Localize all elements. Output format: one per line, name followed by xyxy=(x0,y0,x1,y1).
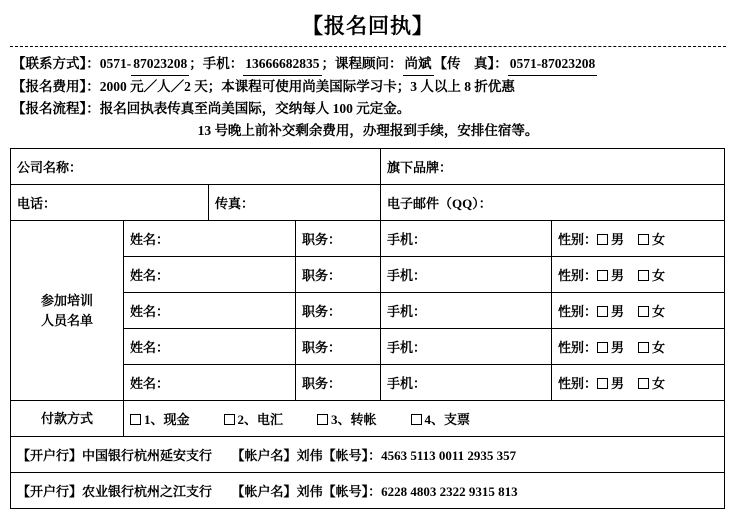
trainee-position-cell[interactable]: 职务： xyxy=(296,221,381,257)
table-row xyxy=(11,221,725,257)
table-row-bank xyxy=(11,437,725,473)
gender-female-label: 女 xyxy=(652,340,666,356)
checkbox-icon[interactable] xyxy=(130,414,141,425)
process-row xyxy=(12,98,724,120)
bank-colon: ： xyxy=(368,484,382,500)
checkbox-icon[interactable] xyxy=(638,342,649,353)
gender-male-label: 男 xyxy=(611,376,625,392)
bank-account-no-label: 【帐号】 xyxy=(322,448,369,464)
gender-male-option[interactable] xyxy=(597,337,624,356)
bank-account-name: 刘伟 xyxy=(296,448,323,464)
checkbox-icon[interactable] xyxy=(638,270,649,281)
trainee-gender-cell[interactable] xyxy=(552,293,725,329)
trainee-mobile-cell[interactable]: 手机： xyxy=(381,257,552,293)
gender-label: 性别： xyxy=(558,268,598,284)
checkbox-icon[interactable] xyxy=(597,306,608,317)
gender-male-label: 男 xyxy=(611,340,625,356)
fee-row xyxy=(12,76,724,98)
table-row-company xyxy=(11,149,725,185)
gender-female-option[interactable] xyxy=(638,337,665,356)
checkbox-icon[interactable] xyxy=(597,234,608,245)
process-colon: ： xyxy=(86,100,100,116)
trainee-mobile-cell[interactable]: 手机： xyxy=(381,365,552,401)
gender-female-option[interactable] xyxy=(638,301,665,320)
gender-female-option[interactable] xyxy=(638,229,665,248)
process-line2-wrap xyxy=(12,120,724,142)
trainee-name-cell[interactable]: 姓名： xyxy=(124,329,296,365)
payment-option-label: 1、现金 xyxy=(144,412,190,428)
trainee-position-cell[interactable]: 职务： xyxy=(296,365,381,401)
trainee-name-cell[interactable]: 姓名： xyxy=(124,293,296,329)
process-line1: 报名回执表传真至尚美国际，交纳每人 100 元定金。 xyxy=(99,100,411,116)
trainee-position-cell[interactable]: 职务： xyxy=(296,293,381,329)
bank-account-no-label: 【帐号】 xyxy=(322,484,369,500)
contact-mobile-label: ；手机： xyxy=(189,56,244,71)
bank-account-no: 4563 5113 0011 2935 357 xyxy=(381,448,517,464)
bank-cell-2 xyxy=(11,473,725,509)
trainee-position-cell[interactable]: 职务： xyxy=(296,329,381,365)
checkbox-icon[interactable] xyxy=(224,414,235,425)
gender-male-label: 男 xyxy=(611,304,625,320)
payment-option-cash[interactable] xyxy=(130,409,190,428)
checkbox-icon[interactable] xyxy=(597,342,608,353)
contact-row xyxy=(12,53,724,76)
checkbox-icon[interactable] xyxy=(638,306,649,317)
contact-label: 【联系方式】 xyxy=(12,56,87,71)
gender-female-label: 女 xyxy=(652,376,666,392)
trainee-mobile-cell[interactable]: 手机： xyxy=(381,293,552,329)
trainee-mobile-cell[interactable]: 手机： xyxy=(381,329,552,365)
bank-name: 中国银行杭州延安支行 xyxy=(82,448,213,464)
gender-female-option[interactable] xyxy=(638,373,665,392)
info-block xyxy=(10,53,726,141)
gender-male-option[interactable] xyxy=(597,373,624,392)
gender-female-label: 女 xyxy=(652,232,666,248)
trainee-mobile-cell[interactable]: 手机： xyxy=(381,221,552,257)
gender-female-label: 女 xyxy=(652,268,666,284)
contact-advisor-label: ；课程顾问： xyxy=(321,56,403,71)
trainee-label-line2: 人员名单 xyxy=(40,312,93,328)
table-row-payment xyxy=(11,401,725,437)
trainee-position-cell[interactable]: 职务： xyxy=(296,257,381,293)
tel-cell[interactable]: 电话： xyxy=(11,185,209,221)
bank-open-label: 【开户行】 xyxy=(17,484,83,500)
payment-option-label: 2、电汇 xyxy=(237,412,284,428)
checkbox-icon[interactable] xyxy=(411,414,422,425)
divider-top xyxy=(10,46,726,47)
payment-option-wire[interactable] xyxy=(224,409,284,428)
process-line2: 13 号晚上前补交剩余费用，办理报到手续，安排住宿等。 xyxy=(197,122,539,138)
table-row-bank xyxy=(11,473,725,509)
company-name-cell[interactable]: 公司名称： xyxy=(11,149,381,185)
trainee-name-cell[interactable]: 姓名： xyxy=(124,221,296,257)
contact-fax: 0571-87023208 xyxy=(508,53,598,76)
payment-option-cheque[interactable] xyxy=(411,409,471,428)
registration-table xyxy=(10,148,725,509)
payment-method-label: 付款方式 xyxy=(11,401,124,437)
bank-open-label: 【开户行】 xyxy=(17,448,83,464)
bank-account-no: 6228 4803 2322 9315 813 xyxy=(381,484,518,500)
contact-colon: ： xyxy=(86,56,100,71)
checkbox-icon[interactable] xyxy=(638,234,649,245)
gender-male-label: 男 xyxy=(611,232,625,248)
trainee-gender-cell[interactable] xyxy=(552,365,725,401)
trainee-name-cell[interactable]: 姓名： xyxy=(124,365,296,401)
brand-cell[interactable]: 旗下品牌： xyxy=(381,149,725,185)
fee-text: 2000 元／人／2 天；本课程可使用尚美国际学习卡；3 人以上 8 折优惠 xyxy=(99,78,515,94)
contact-mobile: 13666682835 xyxy=(243,53,321,76)
trainee-gender-cell[interactable] xyxy=(552,257,725,293)
email-cell[interactable]: 电子邮件（QQ）： xyxy=(381,185,725,221)
checkbox-icon[interactable] xyxy=(597,270,608,281)
fax-cell[interactable]: 传真： xyxy=(209,185,381,221)
payment-option-label: 3、转帐 xyxy=(331,412,377,428)
checkbox-icon[interactable] xyxy=(317,414,328,425)
checkbox-icon[interactable] xyxy=(638,378,649,389)
gender-male-option[interactable] xyxy=(597,229,624,248)
page-title: 【报名回执】 xyxy=(302,14,434,38)
contact-phone-prefix: 0571- xyxy=(99,56,132,71)
gender-male-label: 男 xyxy=(611,268,625,284)
trainee-label-line1: 参加培训 xyxy=(40,293,93,309)
trainee-gender-cell[interactable] xyxy=(552,221,725,257)
bank-name: 农业银行杭州之江支行 xyxy=(82,484,213,500)
gender-male-option[interactable] xyxy=(597,265,624,284)
gender-female-option[interactable] xyxy=(638,265,665,284)
bank-account-name: 刘伟 xyxy=(296,484,323,500)
gender-female-label: 女 xyxy=(652,304,666,320)
contact-advisor: 尚斌 xyxy=(403,53,434,76)
gender-male-option[interactable] xyxy=(597,301,624,320)
payment-options-cell[interactable] xyxy=(124,401,725,437)
trainee-name-cell[interactable]: 姓名： xyxy=(124,257,296,293)
process-label: 【报名流程】 xyxy=(12,100,87,116)
bank-account-name-label: 【帐户名】 xyxy=(238,448,297,464)
table-row-contact xyxy=(11,185,725,221)
bank-account-name-label: 【帐户名】 xyxy=(238,484,297,500)
fee-label: 【报名费用】 xyxy=(12,78,87,94)
bank-colon: ： xyxy=(368,448,382,464)
contact-phone: 87023208 xyxy=(131,53,189,76)
gender-label: 性别： xyxy=(558,232,598,248)
gender-label: 性别： xyxy=(558,376,598,392)
contact-fax-label: 【传 真】： xyxy=(433,56,508,71)
trainee-list-label xyxy=(11,221,124,401)
payment-option-label: 4、支票 xyxy=(424,412,471,428)
payment-option-transfer[interactable] xyxy=(317,409,377,428)
fee-colon: ： xyxy=(86,78,100,94)
trainee-gender-cell[interactable] xyxy=(552,329,725,365)
gender-label: 性别： xyxy=(558,304,598,320)
checkbox-icon[interactable] xyxy=(597,378,608,389)
bank-cell-1 xyxy=(11,437,725,473)
gender-label: 性别： xyxy=(558,340,598,356)
